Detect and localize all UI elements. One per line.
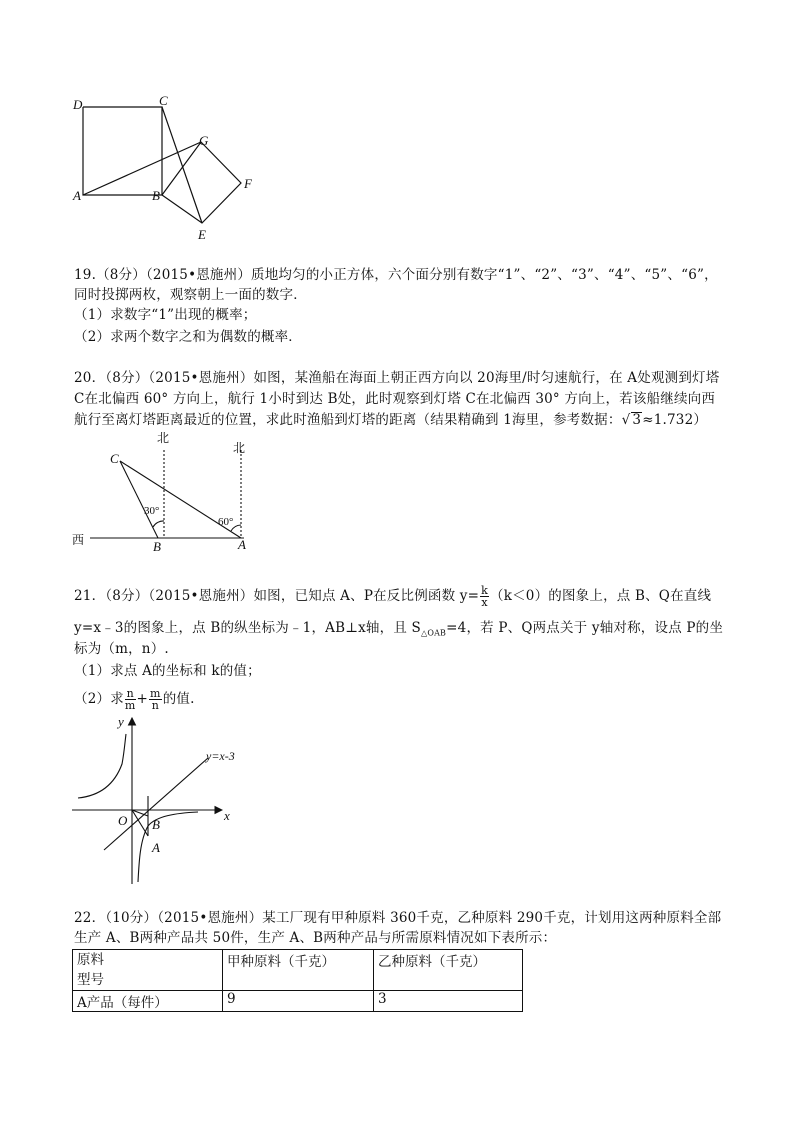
label-d: D	[73, 97, 83, 112]
label-b: B	[152, 817, 160, 832]
label-e: E	[198, 227, 206, 242]
lighthouse-figure	[66, 428, 266, 554]
q20-line3-text: 航行至离灯塔距离最近的位置，求此时渔船到灯塔的距离（结果精确到 1海里，参考数据：	[74, 412, 622, 428]
square-abcd	[83, 107, 162, 195]
label-a: A	[73, 188, 81, 203]
fraction-n-over-m	[125, 688, 136, 711]
label-a: A	[238, 537, 246, 552]
q19-sub2: （2）求两个数字之和为偶数的概率．	[74, 329, 302, 345]
area-subscript: △OAB	[420, 628, 447, 638]
label-g: G	[199, 133, 209, 148]
north-label-2: 北	[233, 441, 246, 455]
sqrt-radicand: 3	[632, 412, 642, 428]
fraction-k-over-x	[480, 585, 489, 608]
header-material-a: 甲种原料（千克）	[223, 950, 374, 991]
materials-table	[72, 949, 523, 1012]
q19-sub1: （1）求数字“1”出现的概率；	[74, 307, 257, 323]
q21-sub2	[74, 688, 195, 711]
row-value-b: 3	[374, 991, 523, 1012]
row-label: A产品（每件）	[73, 991, 223, 1012]
fraction-denominator: n	[151, 699, 160, 712]
q21-sub2-tail: 的值.	[162, 691, 195, 707]
label-b: B	[153, 539, 161, 554]
fraction-denominator: x	[481, 596, 488, 609]
q21-line2	[74, 618, 723, 644]
function-graph-figure	[66, 712, 246, 890]
q21-sub2-text: （2）求	[74, 691, 124, 707]
q21-line2-text: y=x﹣3的图象上，点 B的纵坐标为﹣1，AB⊥x轴，且 S	[74, 620, 421, 636]
angle-60-label: 60°	[218, 516, 234, 528]
segment-ce	[162, 107, 202, 223]
fraction-numerator: n	[126, 687, 134, 700]
fraction-denominator: m	[124, 699, 136, 712]
q22-line2: 生产 A、B两种产品共 50件，生产 A、B两种产品与所需原料情况如下表所示：	[74, 930, 557, 946]
header-top: 原料	[77, 952, 104, 968]
row-value-a: 9	[223, 991, 374, 1012]
q21-line2-tail: =4，若 P、Q两点关于 y轴对称，设点 P的坐	[446, 620, 724, 636]
table-corner-cell	[73, 950, 223, 991]
q20-line2: C在北偏西 60° 方向上，航行 1小时到达 B处，此时观察到灯塔 C在北偏西 30° 方向上，若该船继续向西	[74, 391, 716, 407]
west-label: 西	[72, 533, 85, 547]
angle-arc-b	[153, 521, 164, 527]
square-figure	[66, 92, 266, 252]
fraction-m-over-n	[149, 688, 162, 711]
q21-line1	[74, 585, 711, 608]
x-axis-label: x	[224, 808, 230, 823]
plus-sign: +	[136, 691, 149, 707]
q21-line3: 标为（m，n）.	[74, 641, 169, 657]
header-bottom: 型号	[77, 972, 104, 988]
q20-line1: 20．（8分）（2015•恩施州）如图，某渔船在海面上朝正西方向以 20海里/时匀速航行，在 A处观测到灯塔	[74, 370, 720, 386]
north-label-1: 北	[157, 431, 170, 445]
q21-sub1: （1）求点 A的坐标和 k的值；	[74, 663, 261, 679]
table-header-row	[73, 950, 523, 991]
fraction-numerator: m	[150, 687, 161, 700]
table-row	[73, 991, 523, 1012]
angle-30-label: 30°	[144, 505, 160, 517]
sqrt-symbol: √	[621, 412, 631, 428]
fraction-numerator: k	[481, 584, 489, 597]
origin-label: O	[118, 813, 128, 828]
hyperbola-branch-left	[78, 734, 126, 798]
label-c: C	[110, 451, 119, 466]
q20-line3	[74, 410, 707, 430]
q20-line3-tail: ≈1.732）	[642, 412, 708, 428]
label-b: B	[152, 188, 160, 203]
hyperbola-branch-right	[138, 812, 198, 882]
q22-line1: 22．（10分）（2015•恩施州）某工厂现有甲种原料 360千克，乙种原料 290千克，计划用这两种原料全部	[74, 910, 722, 926]
q21-line1-tail: （k＜0）的图象上，点 B、Q在直线	[490, 588, 712, 604]
label-a: A	[152, 840, 160, 855]
y-axis-label: y	[118, 714, 124, 729]
header-material-b: 乙种原料（千克）	[374, 950, 523, 991]
line-equation-label: y=x-3	[206, 749, 235, 763]
line-y-eq-x-minus-3	[104, 758, 208, 850]
q19-line1: 19.（8分）（2015•恩施州）质地均匀的小正方体，六个面分别有数字“1”、“2”、“3”、“4”、“5”、“6”，	[74, 267, 718, 283]
label-c: C	[159, 93, 168, 108]
q21-line1-text: 21．（8分）（2015•恩施州）如图，已知点 A、P在反比例函数 y=	[74, 588, 480, 604]
label-f: F	[244, 176, 252, 191]
q19-line2: 同时投掷两枚，观察朝上一面的数字．	[74, 287, 307, 303]
